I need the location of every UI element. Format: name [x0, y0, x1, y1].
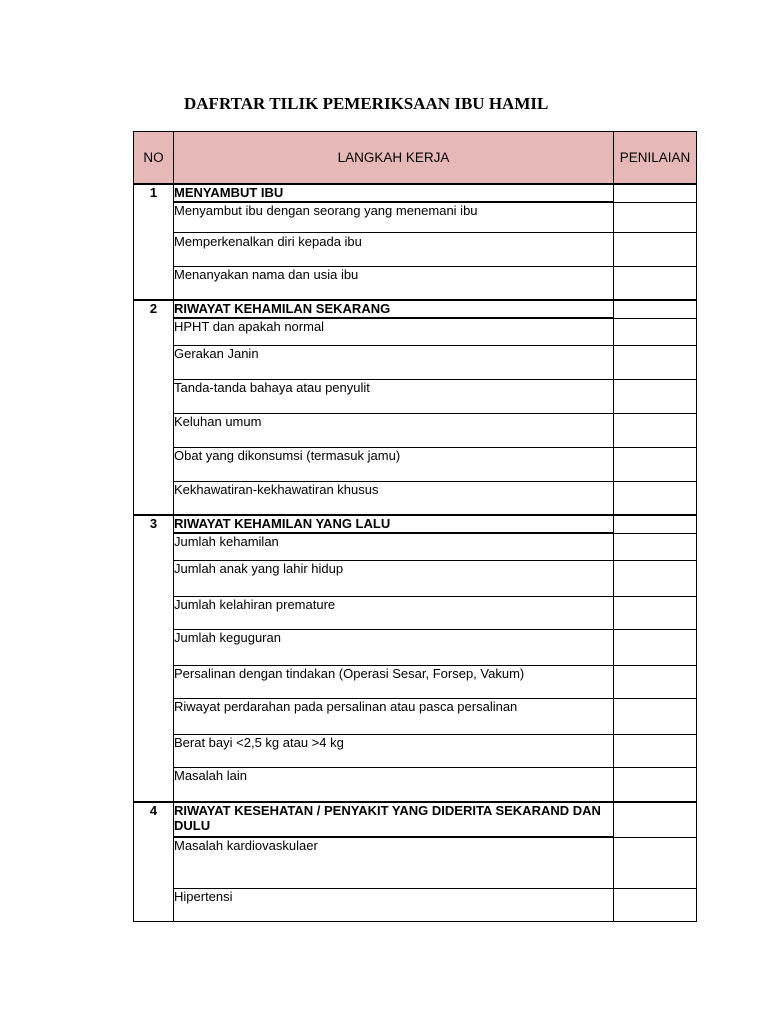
- step-item: Gerakan Janin: [174, 345, 614, 379]
- step-item: HPHT dan apakah normal: [174, 318, 614, 345]
- score-cell[interactable]: [614, 888, 697, 921]
- table-row: [134, 447, 697, 481]
- score-cell[interactable]: [614, 734, 697, 767]
- table-row: [134, 560, 697, 596]
- score-cell[interactable]: [614, 596, 697, 629]
- step-item: Jumlah keguguran: [174, 629, 614, 665]
- score-cell[interactable]: [614, 767, 697, 802]
- header-penilaian: PENILAIAN: [614, 132, 697, 185]
- score-cell[interactable]: [614, 345, 697, 379]
- score-cell[interactable]: [614, 447, 697, 481]
- header-langkah-kerja: LANGKAH KERJA: [174, 132, 614, 185]
- step-item: Masalah kardiovaskulaer: [174, 837, 614, 888]
- section-heading: RIWAYAT KEHAMILAN YANG LALU: [174, 515, 614, 533]
- table-row: [134, 665, 697, 698]
- step-item: Masalah lain: [174, 767, 614, 802]
- step-item: Jumlah kelahiran premature: [174, 596, 614, 629]
- table-row: [134, 837, 697, 888]
- table-row: [134, 698, 697, 734]
- score-cell[interactable]: [614, 533, 697, 560]
- step-item: Kekhawatiran-kekhawatiran khusus: [174, 481, 614, 515]
- section-heading-row: [134, 515, 697, 533]
- score-cell[interactable]: [614, 232, 697, 266]
- table-row: [134, 533, 697, 560]
- table-row: [134, 266, 697, 300]
- section-number: 2: [134, 300, 174, 515]
- score-cell[interactable]: [614, 665, 697, 698]
- section-number: 1: [134, 184, 174, 300]
- score-cell[interactable]: [614, 379, 697, 413]
- section-heading: RIWAYAT KESEHATAN / PENYAKIT YANG DIDERITA SEKARAND DAN DULU: [174, 802, 614, 837]
- step-item: Menyambut ibu dengan seorang yang menemani ibu: [174, 202, 614, 232]
- score-cell[interactable]: [614, 515, 697, 533]
- score-cell[interactable]: [614, 698, 697, 734]
- table-row: [134, 232, 697, 266]
- checklist-table: [133, 131, 697, 922]
- step-item: Keluhan umum: [174, 413, 614, 447]
- section-heading-row: [134, 184, 697, 202]
- score-cell[interactable]: [614, 202, 697, 232]
- section-heading-row: [134, 300, 697, 318]
- table-row: [134, 734, 697, 767]
- section-heading: RIWAYAT KEHAMILAN SEKARANG: [174, 300, 614, 318]
- page-title: DAFRTAR TILIK PEMERIKSAAN IBU HAMIL: [184, 94, 549, 113]
- score-cell[interactable]: [614, 184, 697, 202]
- score-cell[interactable]: [614, 481, 697, 515]
- step-item: Menanyakan nama dan usia ibu: [174, 266, 614, 300]
- table-row: [134, 202, 697, 232]
- table-row: [134, 596, 697, 629]
- table-row: [134, 345, 697, 379]
- table-row: [134, 318, 697, 345]
- table-row: [134, 767, 697, 802]
- score-cell[interactable]: [614, 560, 697, 596]
- step-item: Tanda-tanda bahaya atau penyulit: [174, 379, 614, 413]
- score-cell[interactable]: [614, 802, 697, 837]
- score-cell[interactable]: [614, 629, 697, 665]
- step-item: Hipertensi: [174, 888, 614, 921]
- table-row: [134, 888, 697, 921]
- header-no: NO: [134, 132, 174, 185]
- table-row: [134, 379, 697, 413]
- score-cell[interactable]: [614, 266, 697, 300]
- table-row: [134, 413, 697, 447]
- step-item: Riwayat perdarahan pada persalinan atau pasca persalinan: [174, 698, 614, 734]
- score-cell[interactable]: [614, 318, 697, 345]
- step-item: Jumlah kehamilan: [174, 533, 614, 560]
- section-number: 4: [134, 802, 174, 921]
- step-item: Persalinan dengan tindakan (Operasi Sesar, Forsep, Vakum): [174, 665, 614, 698]
- section-heading-row: [134, 802, 697, 837]
- score-cell[interactable]: [614, 300, 697, 318]
- step-item: Berat bayi <2,5 kg atau >4 kg: [174, 734, 614, 767]
- section-number: 3: [134, 515, 174, 802]
- step-item: Obat yang dikonsumsi (termasuk jamu): [174, 447, 614, 481]
- table-row: [134, 629, 697, 665]
- table-row: [134, 481, 697, 515]
- step-item: Memperkenalkan diri kepada ibu: [174, 232, 614, 266]
- step-item: Jumlah anak yang lahir hidup: [174, 560, 614, 596]
- table-header-row: [134, 132, 697, 185]
- score-cell[interactable]: [614, 837, 697, 888]
- score-cell[interactable]: [614, 413, 697, 447]
- section-heading: MENYAMBUT IBU: [174, 184, 614, 202]
